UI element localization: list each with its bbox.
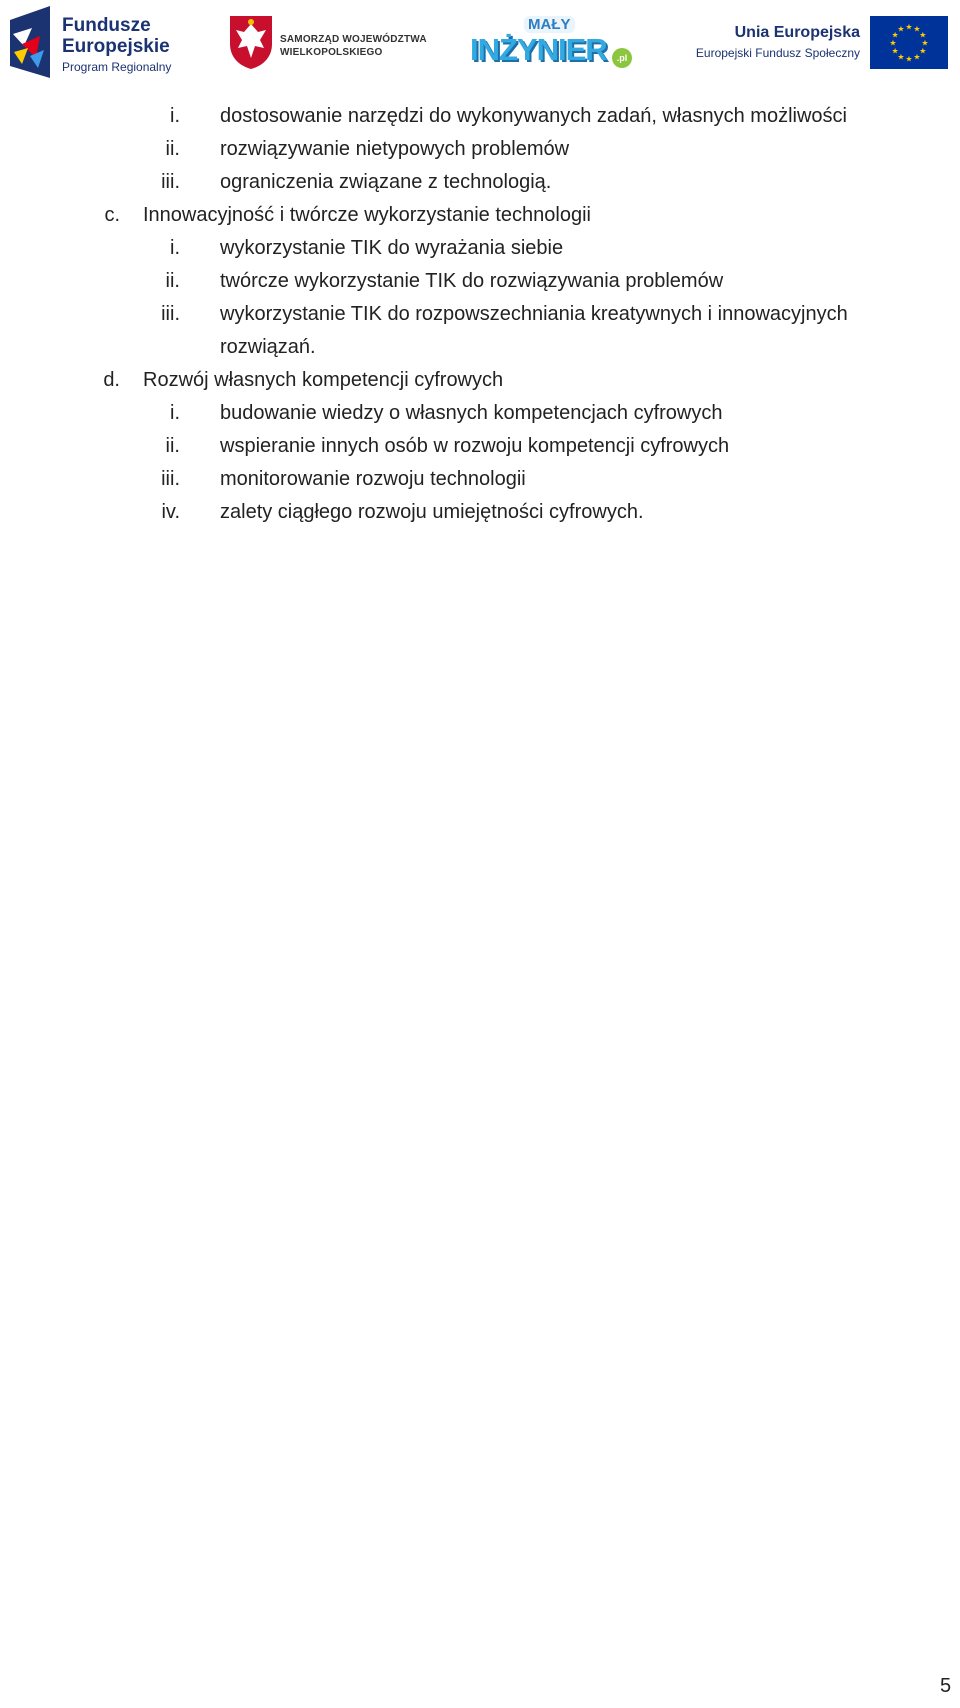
samorzad-wojewodztwa-logo: [228, 14, 428, 72]
eu-star-icon: ★: [913, 24, 921, 34]
eu-star-icon: ★: [905, 54, 913, 64]
list-text: Innowacyjność i twórcze wykorzystanie technologii: [143, 204, 591, 226]
ue-subtitle: Europejski Fundusz Społeczny: [695, 46, 860, 60]
list-item: [0, 463, 960, 496]
list-number: d.: [103, 369, 120, 391]
mi-main-text: INŻYNIER: [470, 32, 607, 67]
list-number: iii.: [161, 171, 180, 193]
unia-europejska-logo: [683, 16, 948, 70]
crest-eagle-icon: [228, 14, 274, 70]
eu-star-icon: ★: [891, 46, 899, 56]
mi-suffix: .pl: [612, 48, 632, 68]
list-text: rozwiązywanie nietypowych problemów: [220, 138, 570, 160]
list-text: budowanie wiedzy o własnych kompetencjach cyfrowych: [220, 402, 723, 424]
eu-star-icon: ★: [891, 30, 899, 40]
eu-star-icon: ★: [897, 52, 905, 62]
header-logos: [0, 0, 960, 90]
list-item: [0, 100, 960, 133]
fe-title-line1: Fundusze: [62, 15, 151, 36]
eu-star-icon: ★: [913, 52, 921, 62]
list-item: [0, 166, 960, 199]
list-number: ii.: [165, 435, 180, 457]
samorzad-line2: WIELKOPOLSKIEGO: [280, 47, 383, 58]
maly-inzynier-logo: [468, 14, 632, 72]
list-item: [0, 232, 960, 265]
ue-title: Unia Europejska: [734, 24, 860, 41]
list-number: c.: [104, 204, 120, 226]
samorzad-line1: SAMORZĄD WOJEWÓDZTWA: [280, 34, 427, 45]
eu-flag-icon: [870, 16, 948, 69]
list-text: Rozwój własnych kompetencji cyfrowych: [143, 369, 504, 391]
mi-top-text: MAŁY: [524, 16, 575, 33]
list-item: [0, 298, 960, 331]
list-number: iv.: [161, 501, 180, 523]
eu-star-icon: ★: [897, 24, 905, 34]
list-item: [0, 265, 960, 298]
page-number: 5: [940, 1675, 952, 1697]
list-section-heading: [0, 199, 960, 232]
list-text: dostosowanie narzędzi do wykonywanych zadań, własnych możliwości: [220, 105, 847, 127]
list-number: i.: [170, 105, 180, 127]
list-item-continuation: [0, 331, 960, 364]
fundusze-europejskie-mark-icon: [10, 6, 50, 78]
list-item: [0, 496, 960, 529]
eu-star-icon: ★: [921, 38, 929, 48]
list-text: ograniczenia związane z technologią.: [220, 171, 552, 193]
list-item: [0, 430, 960, 463]
fundusze-europejskie-logo: [10, 6, 185, 78]
list-text: wspieranie innych osób w rozwoju kompetencji cyfrowych: [220, 435, 730, 457]
eu-star-icon: ★: [919, 30, 927, 40]
list-text: monitorowanie rozwoju technologii: [220, 468, 526, 490]
eu-star-icon: ★: [919, 46, 927, 56]
list-number: i.: [170, 402, 180, 424]
list-number: i.: [170, 237, 180, 259]
list-text: twórcze wykorzystanie TIK do rozwiązywania problemów: [220, 270, 724, 292]
list-number: iii.: [161, 468, 180, 490]
list-section-heading: [0, 364, 960, 397]
list-text: wykorzystanie TIK do wyrażania siebie: [220, 237, 564, 259]
list-text: wykorzystanie TIK do rozpowszechniania kreatywnych i innowacyjnych: [220, 303, 848, 325]
list-item: [0, 397, 960, 430]
list-number: iii.: [161, 303, 180, 325]
eu-star-icon: ★: [889, 38, 897, 48]
list-text: rozwiązań.: [220, 336, 316, 358]
list-item: [0, 133, 960, 166]
fe-title-line2: Europejskie: [62, 36, 170, 57]
list-text: zalety ciągłego rozwoju umiejętności cyfrowych.: [220, 501, 644, 523]
fe-subtitle: Program Regionalny: [62, 60, 172, 74]
list-number: ii.: [165, 270, 180, 292]
list-number: ii.: [165, 138, 180, 160]
eu-star-icon: ★: [905, 22, 913, 32]
